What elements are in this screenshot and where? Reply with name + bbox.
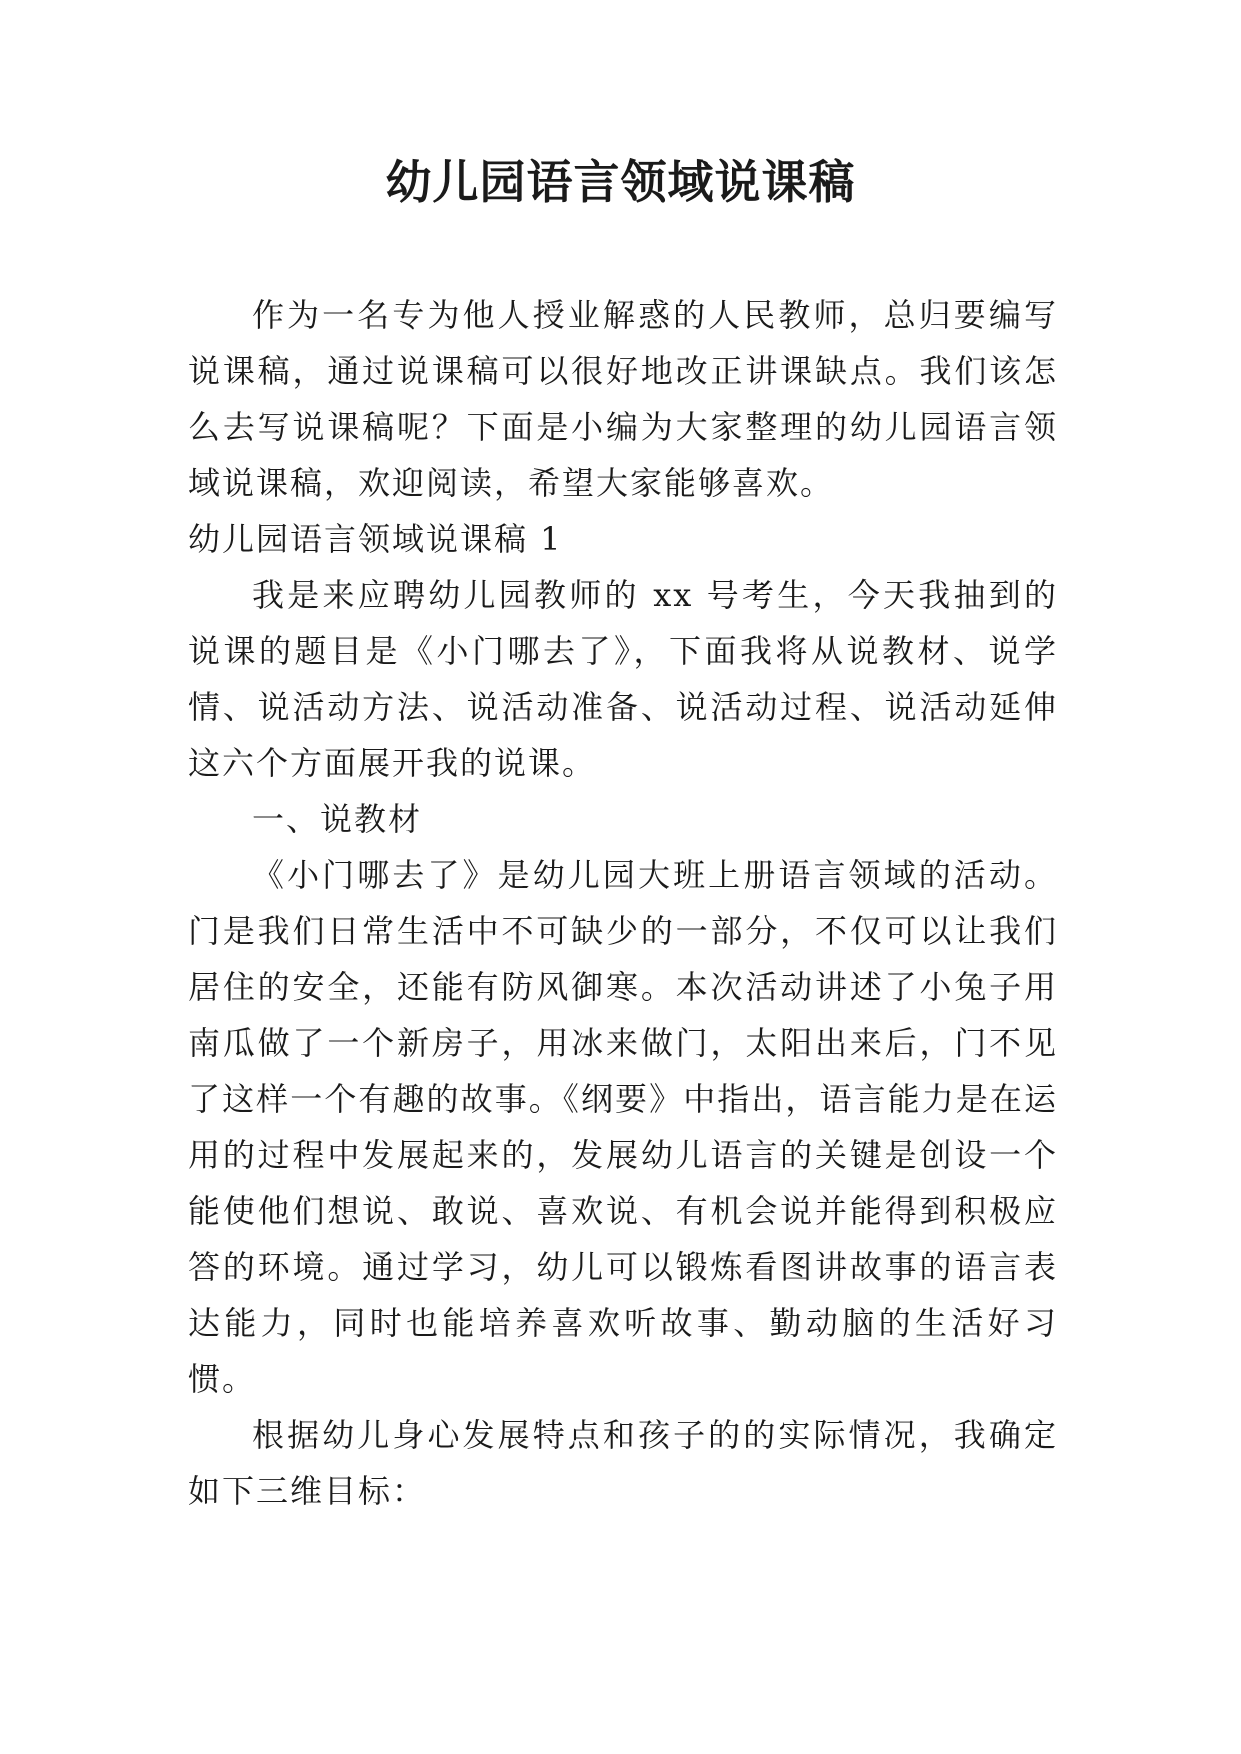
document-body — [188, 287, 1058, 1519]
body-paragraph-1: 我是来应聘幼儿园教师的 xx 号考生，今天我抽到的说课的题目是《小门哪去了》，下面我将从说教材、说学情、说活动方法、说活动准备、说活动过程、说活动延伸这六个方面展开我的说课。 — [188, 576, 1058, 782]
subsection-heading-teaching-material: 一、说教材 — [252, 800, 423, 838]
section-title: 幼儿园语言领域说课稿 1 — [188, 520, 563, 558]
document-title: 幼儿园语言领域说课稿 — [385, 155, 856, 209]
body-paragraph-3: 根据幼儿身心发展特点和孩子的的实际情况，我确定如下三维目标： — [188, 1416, 1058, 1510]
body-paragraph-2: 《小门哪去了》是幼儿园大班上册语言领域的活动。门是我们日常生活中不可缺少的一部分，不仅可以让我们居住的安全，还能有防风御寒。本次活动讲述了小兔子用南瓜做了一个新房子，用冰来做门，太阳出来后，门不见了这样一个有趣的故事。《纲要》中指出，语言能力是在运用的过程中发展起来的，发展幼儿语言的关键是创设一个能使他们想说、敢说、喜欢说、有机会说并能得到积极应答的环境。通过学习，幼儿可以锻炼看图讲故事的语言表达能力，同时也能培养喜欢听故事、勤动脑的生活好习惯。 — [188, 856, 1058, 1398]
intro-paragraph: 作为一名专为他人授业解惑的人民教师，总归要编写说课稿，通过说课稿可以很好地改正讲课缺点。我们该怎么去写说课稿呢？下面是小编为大家整理的幼儿园语言领域说课稿，欢迎阅读，希望大家能够喜欢。 — [188, 296, 1058, 502]
